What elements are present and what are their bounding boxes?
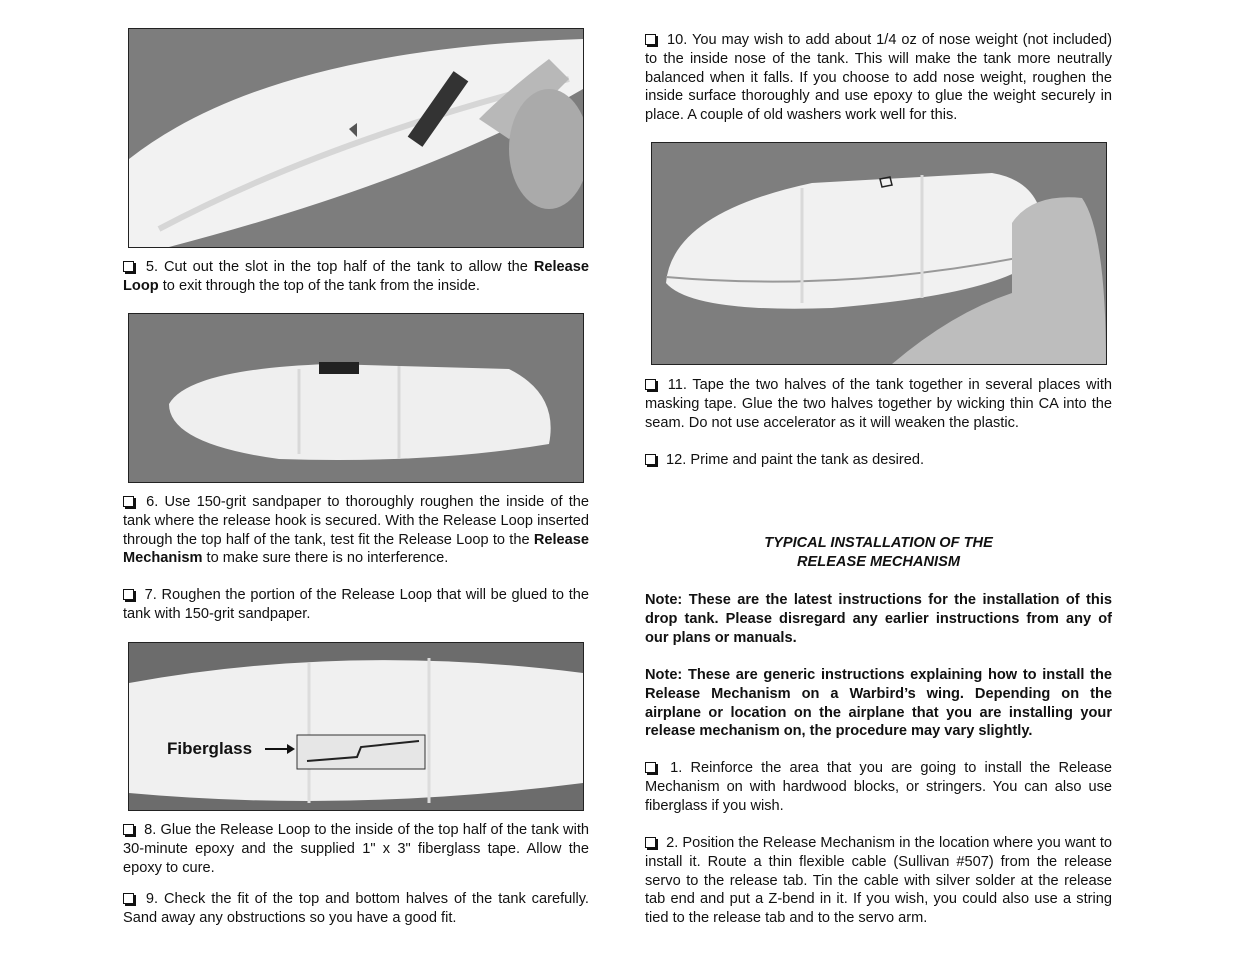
photo-tank-with-loop [128,313,584,483]
checkbox-icon[interactable] [123,261,134,272]
step-5-text: 5. Cut out the slot in the top half of the tank to allow the Release Loop to exit through the top of the tank from the inside. [123,259,589,294]
checkbox-icon[interactable] [645,837,656,848]
step-7-text: 7. Roughen the portion of the Release Loop that will be glued to the tank with 150-grit sandpaper. [123,587,589,622]
install-step-1-text: 1. Reinforce the area that you are going to install the Release Mechanism on with hardwood blocks, or stringers. You can also use fiberglass if you wish. [645,760,1112,814]
photo-assembled-tank [651,142,1107,365]
checkbox-icon[interactable] [645,454,656,465]
heading-line-2: RELEASE MECHANISM [797,554,960,570]
step-11-text: 11. Tape the two halves of the tank together in several places with masking tape. Glue the two halves together by wicking thin CA into the seam. Do not use accelerator as it will weaken the plastic. [645,377,1112,431]
note-2: Note: These are generic instructions explaining how to install the Release Mechanism on a Warbird’s wing. Depending on the airplane or location on the airplane that you are installing your release mechanism on, the procedure may vary slightly. [645,667,1112,740]
step-9-text: 9. Check the fit of the top and bottom halves of the tank carefully. Sand away any obstructions so you have a good fit. [123,891,589,926]
checkbox-icon[interactable] [645,34,656,45]
step-8-text: 8. Glue the Release Loop to the inside of the top half of the tank with 30-minute epoxy and the supplied 1" x 3" fiberglass tape. Allow the epoxy to cure. [123,822,589,876]
checkbox-icon[interactable] [123,589,134,600]
step-6-text: 6. Use 150-grit sandpaper to thoroughly roughen the inside of the tank where the release hook is secured. With the Release Loop inserted through the top half of the tank, test fit the Release Loop to the Release Mechanism to make sure there is no interference. [123,494,589,567]
step-12-text: 12. Prime and paint the tank as desired. [645,451,1112,470]
step-10-text: 10. You may wish to add about 1/4 oz of nose weight (not included) to the inside nose of the tank. This will make the tank more neutrally balanced when it falls. If you choose to add nose weight, roughen the inside surface thoroughly and use epoxy to glue the weight securely in place. A couple of old washers work well for this. [645,32,1112,124]
photo-fiberglass-tape [128,642,584,811]
photo-cutting-slot [128,28,584,248]
note-1: Note: These are the latest instructions for the installation of this drop tank. Please disregard any earlier instructions from any of our plans or manuals. [645,592,1112,646]
fiberglass-label: Fiberglass [167,739,253,758]
heading-line-1: TYPICAL INSTALLATION OF THE [764,535,993,551]
checkbox-icon[interactable] [123,824,134,835]
checkbox-icon[interactable] [123,893,134,904]
checkbox-icon[interactable] [645,379,656,390]
checkbox-icon[interactable] [645,762,656,773]
install-step-2-text: 2. Position the Release Mechanism in the location where you want to install it. Route a thin flexible cable (Sullivan #507) from the release servo to the release tab. Tin the cable with silver solder at the release tab end and put a Z-bend in it. If you wish, you could also use a string tied to the release tab and to the servo arm. [645,835,1112,927]
section-heading [645,534,1112,572]
checkbox-icon[interactable] [123,496,134,507]
